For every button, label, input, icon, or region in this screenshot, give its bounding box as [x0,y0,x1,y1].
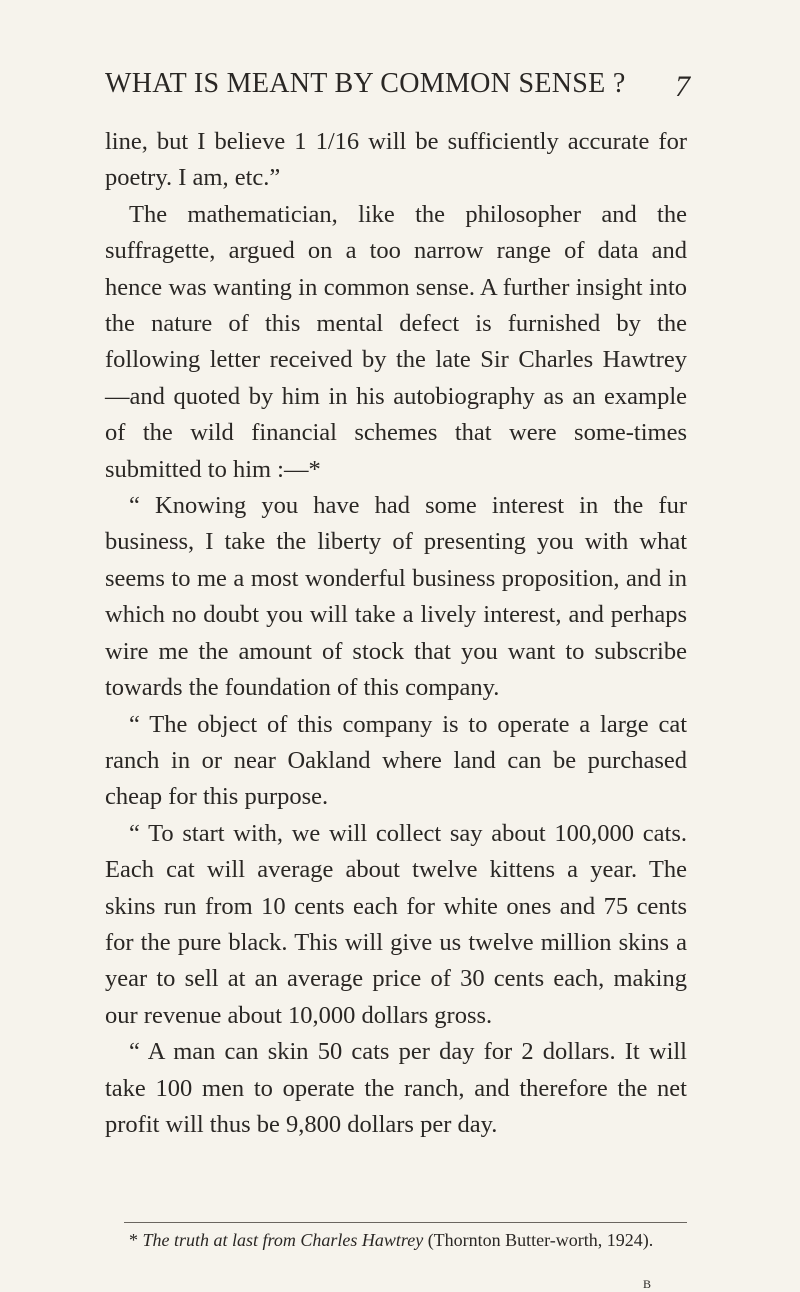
paragraph-letter-skinning: “ A man can skin 50 cats per day for 2 dollars. It will take 100 men to operate the ranch, and therefore the net profit will thus be 9,800 dollars per day. [105,1038,687,1138]
footnote-book-title: The truth at last from Charles Hawtrey [142,1230,424,1250]
footnote-rule [124,1222,687,1223]
body-text [105,124,687,1143]
footnote-publisher: (Thornton Butter-worth, 1924). [423,1230,654,1250]
paragraph-letter-opening: “ Knowing you have had some interest in the fur business, I take the liberty of presenting you with what seems to me a most wonderful business proposition, and in which no doubt you will take a lively interest, and perhaps wire me the amount of stock that you want to subscribe towards the foundation of this company. [105,492,687,702]
paragraph-continuation: line, but I believe 1 1/16 will be sufficiently accurate for poetry. I am, etc.” [105,128,687,192]
running-title: WHAT IS MEANT BY COMMON SENSE ? [105,68,626,99]
footnote [105,1228,687,1252]
paragraph-mathematician: The mathematician, like the philosopher and the suffragette, argued on a too narrow range of data and hence was wanting in common sense. A further insight into the nature of this mental defect is furnished by the following letter received by the late Sir Charles Hawtrey —and quoted by him in his autobiography as an example of the wild financial schemes that were some-times submitted to him :—* [105,200,687,483]
paragraph-letter-object: “ The object of this company is to operate a large cat ranch in or near Oakland where land can be purchased cheap for this purpose. [105,710,687,811]
running-head [105,68,690,112]
footnote-marker: * [129,1230,143,1250]
page-number: 7 [675,70,690,103]
signature-mark: B [643,1277,652,1291]
paragraph-letter-start: “ To start with, we will collect say about 100,000 cats. Each cat will average about twelve kittens a year. The skins run from 10 cents each for white ones and 75 cents for the pure black. This will give us twelve million skins a year to sell at an average price of 30 cents each, making our revenue about 10,000 dollars gross. [105,819,687,1029]
